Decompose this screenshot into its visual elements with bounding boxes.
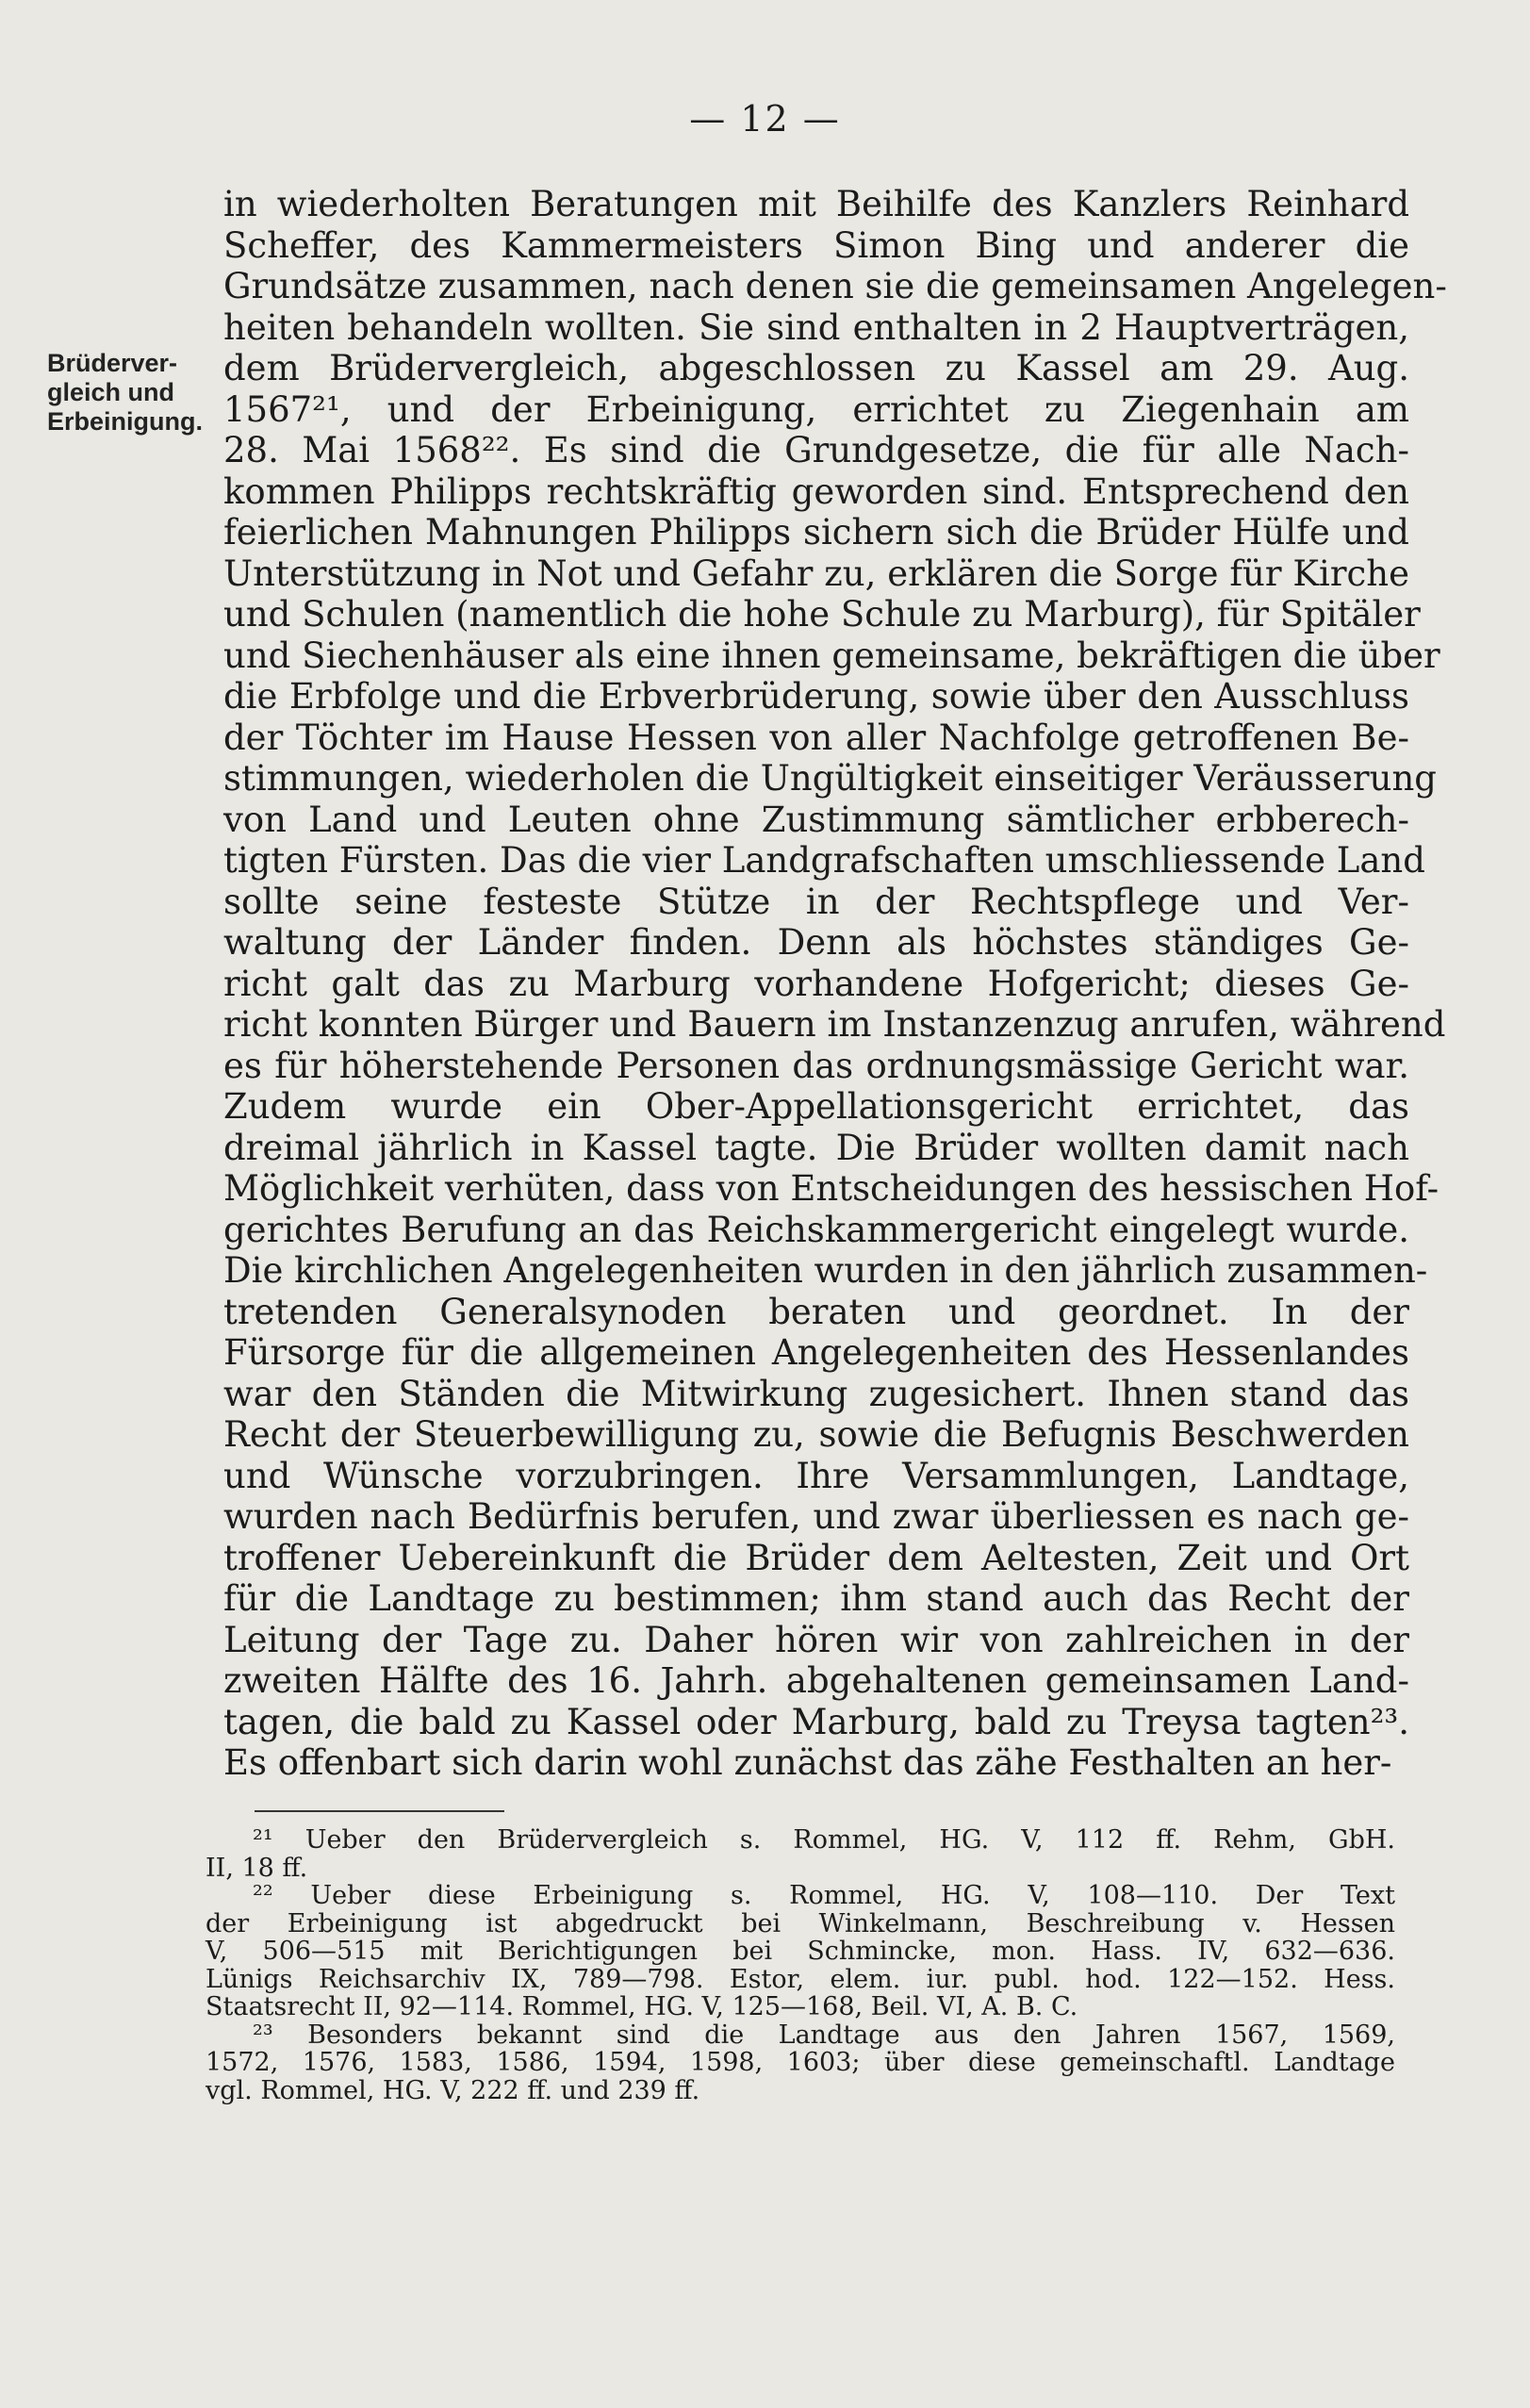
footnote-divider: [255, 1810, 504, 1812]
body-line: war den Ständen die Mitwirkung zugesichert. Ihnen stand das: [223, 1373, 1409, 1414]
body-line: stimmungen, wiederholen die Ungültigkeit einseitiger Veräusserung: [223, 758, 1437, 799]
body-line: troffener Uebereinkunft die Brüder dem Aeltesten, Zeit und Ort: [223, 1537, 1409, 1578]
body-line: gerichtes Berufung an das Reichskammergericht eingelegt wurde.: [223, 1209, 1409, 1250]
body-line: und Schulen (namentlich die hohe Schule zu Marburg), für Spitäler: [223, 594, 1421, 635]
body-line: Möglichkeit verhüten, dass von Entscheidungen des hessischen Hof-: [223, 1168, 1440, 1209]
body-line: für die Landtage zu bestimmen; ihm stand auch das Recht der: [223, 1578, 1409, 1619]
footnote-line: Lünigs Reichsarchiv IX, 789—798. Estor, elem. iur. publ. hod. 122—152. Hess.: [206, 1964, 1395, 1994]
footnote-line: 1572, 1576, 1583, 1586, 1594, 1598, 1603; über diese gemeinschaftl. Landtage: [206, 2048, 1395, 2077]
body-line: Recht der Steuerbewilligung zu, sowie die Befugnis Beschwerden: [223, 1414, 1409, 1455]
margin-note-line: Erbeinigung.: [47, 407, 203, 436]
body-line: heiten behandeln wollten. Sie sind enthalten in 2 Hauptverträgen,: [223, 306, 1409, 348]
body-line: tagen, die bald zu Kassel oder Marburg, bald zu Treysa tagten²³.: [223, 1701, 1409, 1742]
body-line: Scheffer, des Kammermeisters Simon Bing und anderer die: [223, 224, 1409, 266]
body-line: richt galt das zu Marburg vorhandene Hofgericht; dieses Ge-: [223, 963, 1409, 1004]
body-line: es für höherstehende Personen das ordnungsmässige Gericht war.: [223, 1045, 1409, 1086]
body-line: Unterstützung in Not und Gefahr zu, erklären die Sorge für Kirche: [223, 553, 1409, 594]
body-line: zweiten Hälfte des 16. Jahrh. abgehaltenen gemeinsamen Land-: [223, 1660, 1409, 1701]
body-line: tretenden Generalsynoden beraten und geordnet. In der: [223, 1291, 1409, 1332]
body-line: und Wünsche vorzubringen. Ihre Versammlungen, Landtage,: [223, 1455, 1409, 1496]
footnote-line: ²¹ Ueber den Brüdervergleich s. Rommel, HG. V, 112 ff. Rehm, GbH.: [253, 1825, 1395, 1855]
footnote-line: ²² Ueber diese Erbeinigung s. Rommel, HG. V, 108—110. Der Text: [253, 1881, 1395, 1910]
margin-note-line: Brüderver-: [47, 349, 178, 377]
body-line: Die kirchlichen Angelegenheiten wurden in den jährlich zusammen-: [223, 1250, 1428, 1291]
footnote-line: Staatsrecht II, 92—114. Rommel, HG. V, 125—168, Beil. VI, A. B. C.: [206, 1992, 1078, 2021]
body-line: Zudem wurde ein Ober-Appellationsgericht errichtet, das: [223, 1086, 1409, 1127]
body-line: von Land und Leuten ohne Zustimmung sämtlicher erbberech-: [223, 799, 1409, 840]
footnote-line: V, 506—515 mit Berichtigungen bei Schmincke, mon. Hass. IV, 632—636.: [206, 1937, 1395, 1966]
body-line: Grundsätze zusammen, nach denen sie die gemeinsamen Angelegen-: [223, 266, 1447, 306]
body-line: Es offenbart sich darin wohl zunächst das zähe Festhalten an her-: [223, 1742, 1392, 1783]
footnote-line: II, 18 ff.: [206, 1853, 308, 1883]
body-line: waltung der Länder finden. Denn als höchstes ständiges Ge-: [223, 922, 1409, 963]
body-line: Fürsorge für die allgemeinen Angelegenheiten des Hessenlandes: [223, 1332, 1409, 1373]
body-line: Leitung der Tage zu. Daher hören wir von zahlreichen in der: [223, 1619, 1409, 1660]
body-line: dreimal jährlich in Kassel tagte. Die Brüder wollten damit nach: [223, 1127, 1409, 1168]
page-number: — 12 —: [689, 98, 841, 140]
body-line: in wiederholten Beratungen mit Beihilfe des Kanzlers Reinhard: [223, 184, 1409, 224]
footnote-line: vgl. Rommel, HG. V, 222 ff. und 239 ff.: [206, 2075, 700, 2105]
margin-note: [47, 349, 203, 437]
footnote-line: der Erbeinigung ist abgedruckt bei Winkelmann, Beschreibung v. Hessen: [206, 1908, 1395, 1938]
margin-note-line: gleich und: [47, 378, 174, 406]
body-line: die Erbfolge und die Erbverbrüderung, sowie über den Ausschluss: [223, 676, 1409, 717]
body-line: tigten Fürsten. Das die vier Landgrafschaften umschliessende Land: [223, 840, 1425, 881]
body-line: wurden nach Bedürfnis berufen, und zwar überliessen es nach ge-: [223, 1496, 1409, 1537]
body-line: kommen Philipps rechtskräftig geworden sind. Entsprechend den: [223, 470, 1409, 512]
body-line: richt konnten Bürger und Bauern im Instanzenzug anrufen, während: [223, 1004, 1446, 1045]
body-text: [223, 184, 1447, 1784]
body-line: der Töchter im Hause Hessen von aller Nachfolge getroffenen Be-: [223, 717, 1409, 758]
body-line: 1567²¹, und der Erbeinigung, errichtet zu Ziegenhain am: [223, 388, 1409, 430]
body-line: und Siechenhäuser als eine ihnen gemeinsame, bekräftigen die über: [223, 635, 1440, 676]
footnote-line: ²³ Besonders bekannt sind die Landtage aus den Jahren 1567, 1569,: [253, 2020, 1395, 2050]
footnotes: [206, 1826, 1395, 2104]
body-line: 28. Mai 1568²². Es sind die Grundgesetze, die für alle Nach-: [223, 430, 1409, 470]
body-line: sollte seine festeste Stütze in der Rechtspflege und Ver-: [223, 881, 1409, 922]
body-line: feierlichen Mahnungen Philipps sichern sich die Brüder Hülfe und: [223, 512, 1409, 553]
body-line: dem Brüdervergleich, abgeschlossen zu Kassel am 29. Aug.: [223, 348, 1409, 388]
